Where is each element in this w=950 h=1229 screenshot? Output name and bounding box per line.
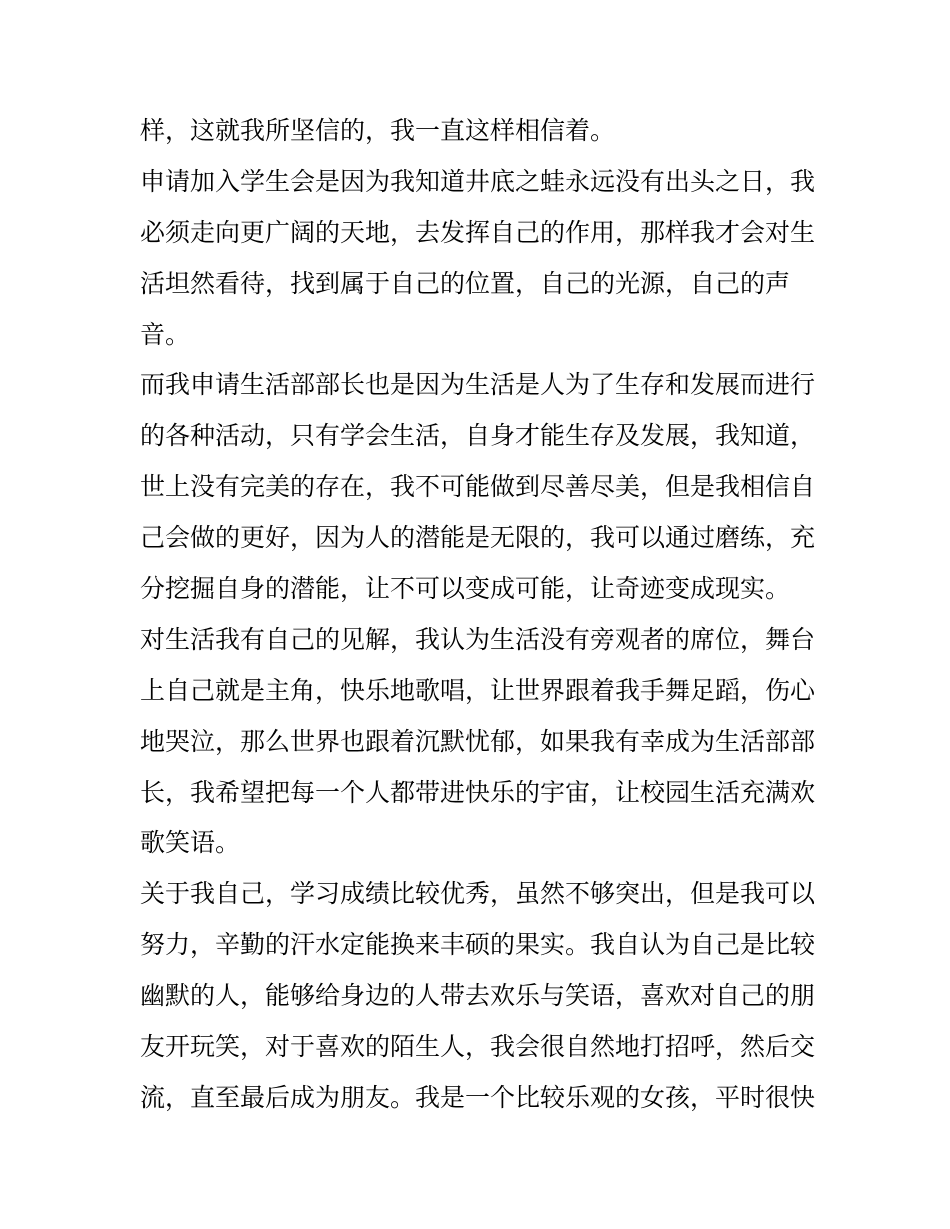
text-line: 流，直至最后成为朋友。我是一个比较乐观的女孩，平时很快 <box>140 1082 816 1112</box>
text-line: 己会做的更好，因为人的潜能是无限的，我可以通过磨练，充 <box>140 523 816 553</box>
text-line: 努力，辛勤的汗水定能换来丰硕的果实。我自认为自己是比较 <box>140 930 816 960</box>
text-line: 分挖掘自身的潜能，让不可以变成可能，让奇迹变成现实。 <box>140 574 791 604</box>
text-line: 上自己就是主角，快乐地歌唱，让世界跟着我手舞足蹈，伤心 <box>140 675 816 705</box>
text-line: 活坦然看待，找到属于自己的位置，自己的光源，自己的声 <box>140 268 791 298</box>
document-body <box>140 106 820 1124</box>
text-line: 必须走向更广阔的天地，去发挥自己的作用，那样我才会对生 <box>140 217 816 247</box>
text-line: 的各种活动，只有学会生活，自身才能生存及发展，我知道， <box>140 421 816 451</box>
text-line: 音。 <box>140 319 191 349</box>
text-line: 幽默的人，能够给身边的人带去欢乐与笑语，喜欢对自己的朋 <box>140 981 816 1011</box>
text-line: 对生活我有自己的见解，我认为生活没有旁观者的席位，舞台 <box>140 624 816 654</box>
text-line: 样，这就我所坚信的，我一直这样相信着。 <box>140 116 616 145</box>
text-line: 友开玩笑，对于喜欢的陌生人，我会很自然地打招呼，然后交 <box>140 1032 816 1062</box>
text-line: 关于我自己，学习成绩比较优秀，虽然不够突出，但是我可以 <box>140 879 816 909</box>
text-line: 世上没有完美的存在，我不可能做到尽善尽美，但是我相信自 <box>140 472 816 502</box>
text-line: 长，我希望把每一个人都带进快乐的宇宙，让校园生活充满欢 <box>140 777 816 807</box>
text-line: 而我申请生活部部长也是因为生活是人为了生存和发展而进行 <box>140 370 816 400</box>
text-line: 地哭泣，那么世界也跟着沉默忧郁，如果我有幸成为生活部部 <box>140 726 816 756</box>
text-line: 歌笑语。 <box>140 828 241 858</box>
text-line: 申请加入学生会是因为我知道井底之蛙永远没有出头之日，我 <box>140 166 816 196</box>
